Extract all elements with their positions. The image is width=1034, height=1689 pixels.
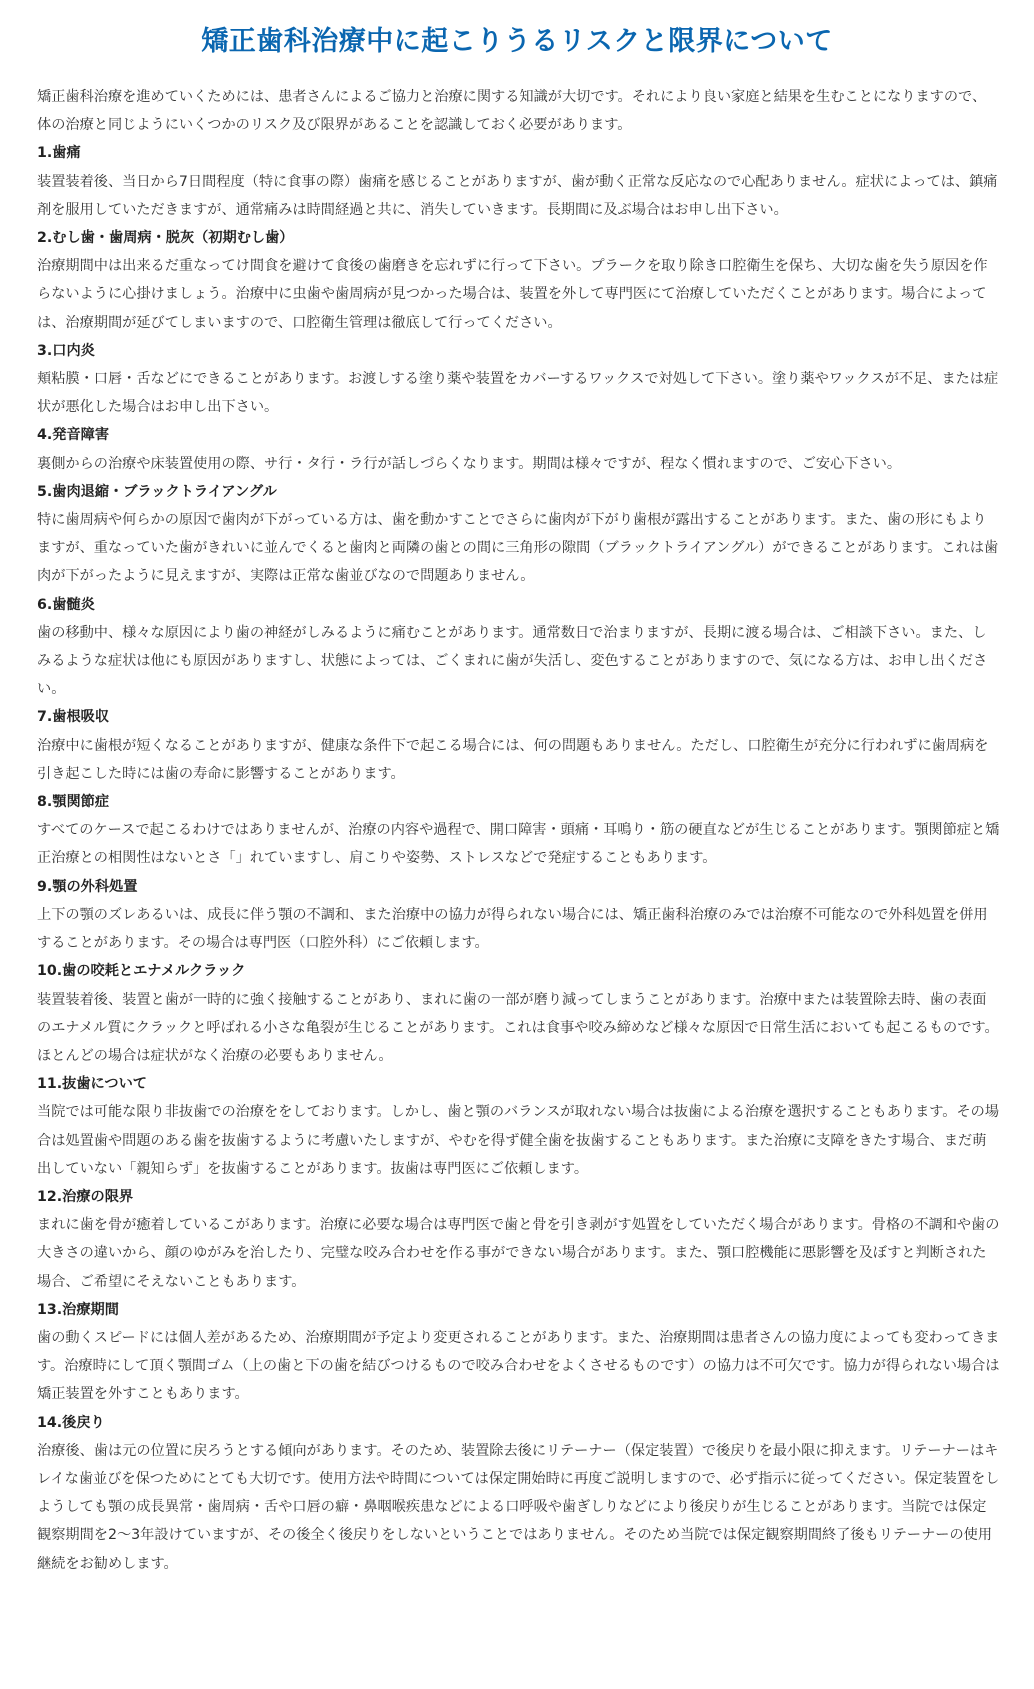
section-2	[37, 224, 1000, 337]
section-heading: 14.後戻り	[37, 1414, 105, 1431]
section-13	[37, 1296, 1000, 1409]
section-11	[37, 1070, 1000, 1183]
section-body: 歯の動くスピードには個人差があるため、治療期間が予定より変更されることがあります。また、治療期間は患者さんの協力度によっても変わってきます。治療時にして頂く顎間ゴム（上の歯と下の歯を結びつけるもので咬み合わせをよくさせるものです）の協力は不可欠です。協力が得られない場合は矯正装置を外すこともあります。	[37, 1329, 1000, 1403]
section-body: 頬粘膜・口唇・舌などにできることがあります。お渡しする塗り薬や装置をカバーするワックスで対処して下さい。塗り薬やワックスが不足、または症状が悪化した場合はお申し出下さい。	[37, 371, 999, 416]
section-body: すべてのケースで起こるわけではありませんが、治療の内容や過程で、開口障害・頭痛・耳鳴り・筋の硬直などが生じることがあります。顎関節症と矯正治療との相関性はないとさ「」れていますし、肩こりや姿勢、ストレスなどで発症することもあります。	[37, 822, 1000, 867]
section-4	[37, 421, 1000, 477]
section-14	[37, 1409, 1000, 1578]
section-9	[37, 873, 1000, 958]
section-body: 装置装着後、当日から7日間程度（特に食事の際）歯痛を感じることがありますが、歯が動く正常な反応なので心配ありません。症状によっては、鎮痛剤を服用していただきますが、通常痛みは時間経過と共に、消失していきます。長期間に及ぶ場合はお申し出下さい。	[37, 173, 998, 218]
section-body: まれに歯を骨が癒着しているこがあります。治療に必要な場合は専門医で歯と骨を引き剥がす処置をしていただく場合があります。骨格の不調和や歯の大きさの違いから、顔のゆがみを治したり、完璧な咬み合わせを作る事ができない場合があります。また、顎口腔機能に悪影響を及ぼすと判断された場合、ご希望にそえないこともあります。	[37, 1217, 1000, 1290]
section-heading: 13.治療期間	[37, 1301, 119, 1318]
section-body: 治療中に歯根が短くなることがありますが、健康な条件下で起こる場合には、何の問題もありません。ただし、口腔衛生が充分に行われずに歯周病を引き起こした時には歯の寿命に影響することがあります。	[37, 737, 989, 782]
section-1	[37, 139, 1000, 224]
section-heading: 6.歯髄炎	[37, 596, 95, 613]
section-body: 上下の顎のズレあるいは、成長に伴う顎の不調和、また治療中の協力が得られない場合には、矯正歯科治療のみでは治療不可能なので外科処置を併用することがあります。その場合は専門医（口腔外科）にご依頼します。	[37, 906, 988, 952]
section-body: 治療期間中は出来るだ重なってけ間食を避けて食後の歯磨きを忘れずに行って下さい。プラークを取り除き口腔衛生を保ち、大切な歯を失う原因を作らないように心掛けましょう。治療中に虫歯や歯周病が見つかった場合は、装置を外して専門医にて治療していただくことがあります。場合によっては、治療期間が延びてしまいますので、口腔衛生管理は徹底して行ってください。	[37, 258, 988, 331]
section-7	[37, 703, 1000, 788]
section-6	[37, 591, 1000, 704]
section-body: 治療後、歯は元の位置に戻ろうとする傾向があります。そのため、装置除去後にリテーナー（保定装置）で後戻りを最小限に抑えます。リテーナーはキレイな歯並びを保つためにとても大切です。使用方法や時間については保定開始時に再度ご説明しますので、必ず指示に従ってください。保定装置をしようしても顎の成長異常・歯周病・舌や口唇の癖・鼻咽喉疾患などによる口呼吸や歯ぎしりなどにより後戻りが生じることがあります。当院では保定観察期間を2〜3年設けていますが、その後全く後戻りをしないということではありません。そのため当院では保定観察期間終了後もリテーナーの使用継続をお勧めします。	[37, 1442, 1000, 1572]
section-8	[37, 788, 1000, 873]
page-title: 矯正歯科治療中に起こりうるリスクと限界について	[201, 26, 833, 57]
section-10	[37, 957, 1000, 1070]
section-heading: 2.むし歯・歯周病・脱灰（初期むし歯）	[37, 230, 294, 247]
section-heading: 11.抜歯について	[37, 1076, 147, 1093]
section-body: 歯の移動中、様々な原因により歯の神経がしみるように痛むことがあります。通常数日で治まりますが、長期に渡る場合は、ご相談下さい。また、しみるような症状は他にも原因がありますし、状態によっては、ごくまれに歯が失活し、変色することがありますので、気になる方は、お申し出ください。	[37, 624, 988, 698]
article-body	[37, 83, 1000, 1578]
section-heading: 3.口内炎	[37, 342, 95, 359]
section-5	[37, 478, 1000, 591]
section-heading: 4.発音障害	[37, 427, 110, 444]
section-heading: 5.歯肉退縮・ブラックトライアングル	[37, 483, 277, 500]
section-body: 当院では可能な限り非抜歯での治療ををしております。しかし、歯と顎のバランスが取れない場合は抜歯による治療を選択することもあります。その場合は処置歯や問題のある歯を抜歯するように考慮いたしますが、やむを得ず健全歯を抜歯することもあります。また治療に支障をきたす場合、まだ萌出していない「親知らず」を抜歯することがあります。抜歯は専門医にご依頼します。	[37, 1104, 1000, 1177]
section-heading: 7.歯根吸収	[37, 709, 110, 726]
intro-paragraph: 矯正歯科治療を進めていくためには、患者さんによるご協力と治療に関する知識が大切です。それにより良い家庭と結果を生むことになりますので、体の治療と同じようにいくつかのリスク及び限界があることを認識しておく必要があります。	[37, 89, 987, 134]
section-body: 裏側からの治療や床装置使用の際、サ行・タ行・ラ行が話しづらくなります。期間は様々ですが、程なく慣れますので、ご安心下さい。	[37, 455, 902, 472]
section-heading: 8.顎関節症	[37, 794, 110, 811]
section-heading: 1.歯痛	[37, 145, 81, 162]
section-heading: 9.顎の外科処置	[37, 878, 138, 895]
section-body: 特に歯周病や何らかの原因で歯肉が下がっている方は、歯を動かすことでさらに歯肉が下がり歯根が露出することがあります。また、歯の形にもよりますが、重なっていた歯がきれいに並んでくると歯肉と両隣の歯との間に三角形の隙間（ブラックトライアングル）ができることがあります。これは歯肉が下がったように見えますが、実際は正常な歯並びなので問題ありません。	[37, 512, 999, 585]
section-3	[37, 337, 1000, 422]
section-heading: 12.治療の限界	[37, 1188, 134, 1205]
section-body: 装置装着後、装置と歯が一時的に強く接触することがあり、まれに歯の一部が磨り減ってしまうことがあります。治療中または装置除去時、歯の表面のエナメル質にクラックと呼ばれる小さな亀裂が生じることがあります。これは食事や咬み締めなど様々な原因で日常生活においても起こるものです。ほとんどの場合は症状がなく治療の必要もありません。	[37, 991, 999, 1064]
section-heading: 10.歯の咬耗とエナメルクラック	[37, 963, 246, 980]
section-12	[37, 1183, 1000, 1296]
